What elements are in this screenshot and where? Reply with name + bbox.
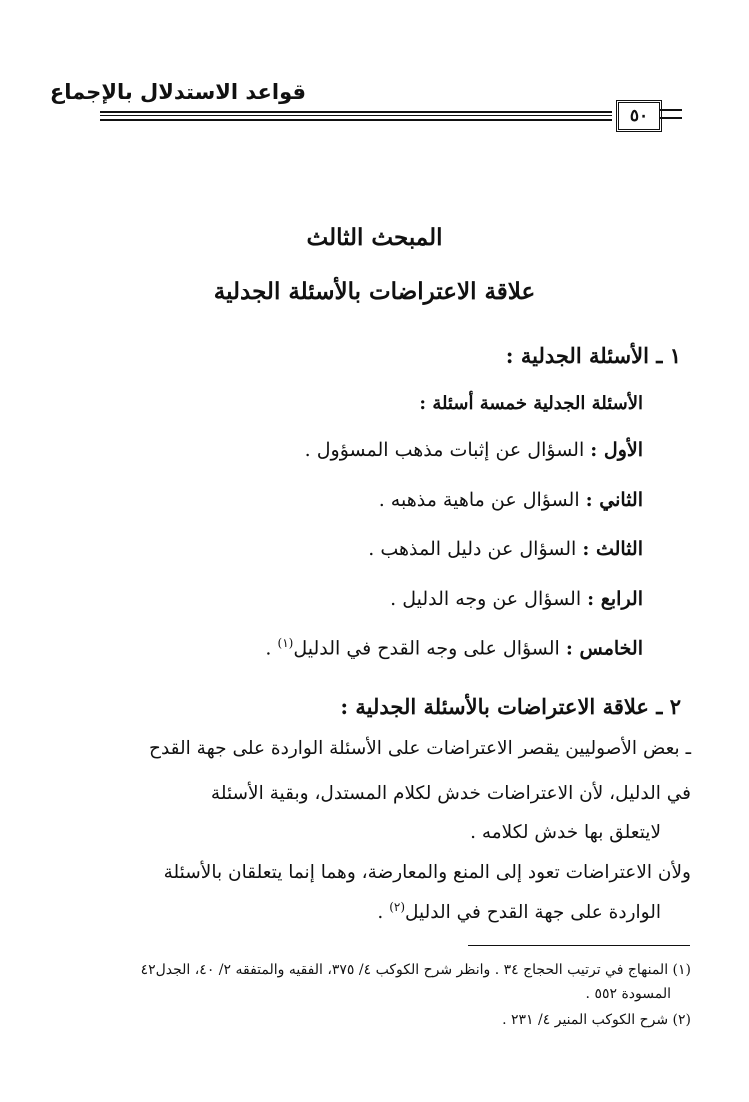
paragraph-line: ـ بعض الأصوليين يقصر الاعتراضات على الأسئلة الواردة على جهة القدح (149, 738, 691, 759)
list-item (368, 538, 643, 560)
item-text: السؤال عن وجه الدليل . (390, 588, 588, 610)
item-label: الخامس : (565, 637, 643, 660)
paragraph-line: في الدليل، لأن الاعتراضات خدش لكلام المستدل، وبقية الأسئلة (210, 783, 691, 804)
line-end: . (377, 902, 390, 924)
paragraph-line (377, 900, 661, 923)
header-rule (100, 111, 612, 113)
section-intro: الأسئلة الجدلية خمسة أسئلة : (419, 393, 643, 414)
item-text: السؤال عن ماهية مذهبه . (378, 489, 586, 511)
header-rule (100, 119, 612, 121)
header-rule (660, 117, 682, 119)
footnote-ref: (١) (277, 636, 294, 650)
item-label: الأول : (590, 439, 643, 461)
item-text: السؤال على وجه القدح في الدليل (293, 637, 566, 660)
footnote: (٢) شرح الكوكب المنير ٤/ ٢٣١ . (502, 1012, 691, 1028)
item-label: الثاني : (585, 489, 643, 511)
item-text-end: . (265, 637, 278, 660)
item-text: السؤال عن إثبات مذهب المسؤول . (304, 439, 591, 461)
item-label: الثالث : (582, 538, 643, 560)
list-item (379, 489, 643, 511)
paragraph-line: لايتعلق بها خدش لكلامه . (470, 822, 661, 843)
line-text: الواردة على جهة القدح في الدليل (405, 902, 661, 924)
footnote-rule (468, 945, 690, 946)
footnote: (١) المنهاج في ترتيب الحجاج ٣٤ . وانظر شرح الكوكب ٤/ ٣٧٥، الفقيه والمتفقه ٢/ ٤٠، الجدل٤٢ (140, 962, 691, 978)
list-item (305, 439, 643, 461)
chapter-title: علاقة الاعتراضات بالأسئلة الجدلية (213, 278, 536, 305)
item-label: الرابع : (587, 588, 643, 610)
list-item (265, 636, 643, 659)
paragraph-line: ولأن الاعتراضات تعود إلى المنع والمعارضة، وهما إنما يتعلقان بالأسئلة (163, 862, 691, 883)
section-title: ١ ـ الأسئلة الجدلية : (505, 343, 681, 368)
chapter-heading: المبحث الثالث (306, 224, 443, 251)
item-text: السؤال عن دليل المذهب . (368, 538, 583, 560)
section-title: ٢ ـ علاقة الاعتراضات بالأسئلة الجدلية : (340, 694, 681, 719)
header-rule (660, 109, 682, 111)
list-item (390, 588, 643, 610)
footnote: المسودة ٥٥٢ . (585, 986, 671, 1002)
footnote-ref: (٢) (389, 900, 406, 914)
page-number: ٥٠ (616, 100, 662, 132)
running-title: قواعد الاستدلال بالإجماع (49, 80, 306, 104)
header-rule (100, 115, 612, 116)
